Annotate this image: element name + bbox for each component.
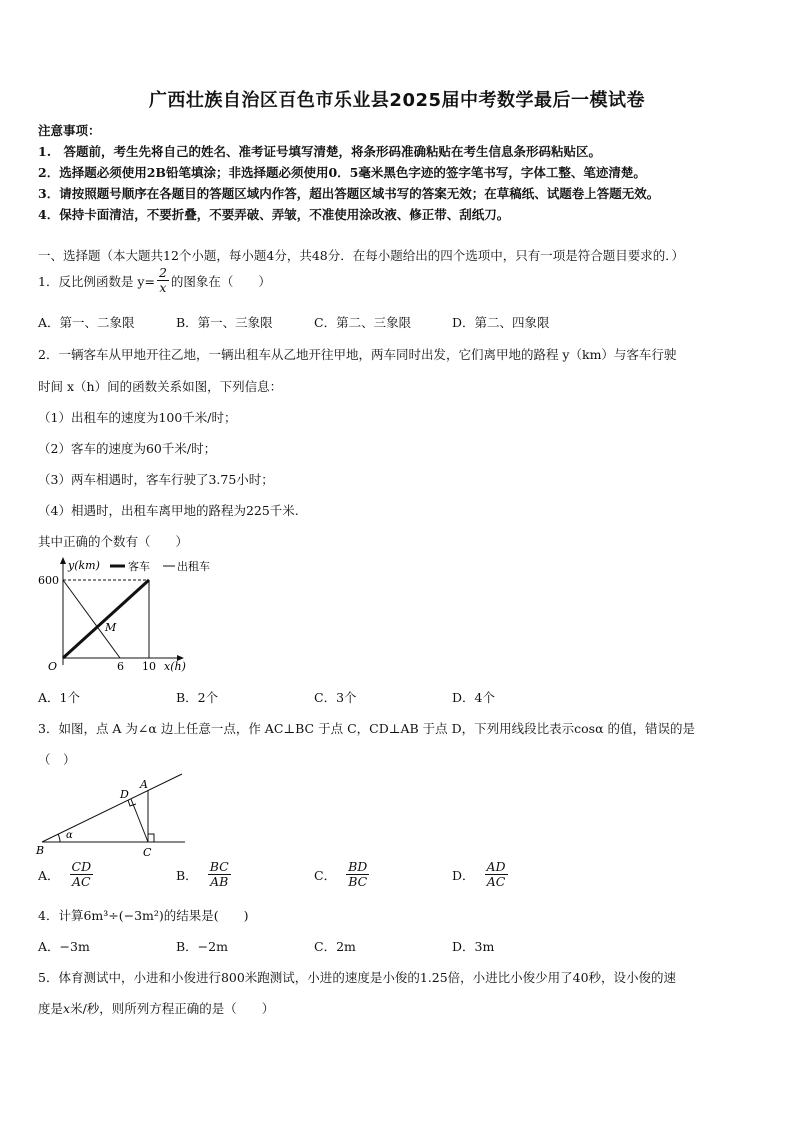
q2-line-1: 2．一辆客车从甲地开往乙地，一辆出租车从乙地开往甲地，两车同时出发，它们离甲地的路程 y（km）与客车行驶: [38, 347, 677, 362]
q3-option-d-letter: D．: [452, 867, 475, 883]
q3-option-a-den: AC: [72, 874, 91, 889]
q2-statement-3: （3）两车相遇时，客车行驶了3.75小时；: [38, 472, 274, 487]
q2-legend-bus: 客车: [128, 560, 150, 573]
q3-option-c-letter: C．: [314, 867, 337, 883]
q2-meet-point-label: M: [105, 621, 117, 634]
q2-x-tick-10: 10: [142, 660, 156, 673]
q2-question: 其中正确的个数有（ ）: [38, 534, 189, 549]
q2-statement-4: （4）相遇时，出租车离甲地的路程为225千米.: [38, 503, 299, 518]
q3-point-c: C: [143, 846, 152, 859]
q2-x-label: x(h): [164, 660, 186, 673]
q2-origin-label: O: [48, 660, 58, 673]
notice-heading: 注意事项：: [38, 123, 101, 138]
q3-option-c-fraction: [346, 860, 369, 889]
q3-option-a-num: CD: [71, 859, 92, 874]
q5-line-2-start: 度是: [38, 1001, 64, 1016]
q2-line-2: 时间 x（h）间的函数关系如图，下列信息：: [38, 379, 283, 394]
q3-option-a[interactable]: [38, 860, 95, 889]
q3-point-a: A: [140, 778, 148, 791]
q2-statement-1: （1）出租车的速度为100千米/时；: [38, 410, 237, 425]
q1-fraction: [157, 266, 169, 295]
q1-option-a[interactable]: A．第一、二象限: [38, 315, 135, 330]
q3-option-d[interactable]: [452, 860, 510, 889]
q3-line-ba: [42, 774, 182, 842]
q2-y-axis-arrow: [60, 557, 66, 564]
q4-option-b[interactable]: B．−2m: [176, 939, 228, 954]
question-1: [38, 266, 271, 295]
q1-suffix: 的图象在（ ）: [170, 273, 271, 289]
q3-option-c[interactable]: [314, 860, 371, 889]
q2-y-label: y(km): [68, 559, 100, 572]
q2-y-tick-600: 600: [38, 574, 59, 587]
q1-option-d[interactable]: D．第二、四象限: [452, 315, 550, 330]
q2-option-a[interactable]: A．1个: [38, 690, 80, 705]
q3-line-1: 3．如图，点 A 为∠α 边上任意一点，作 AC⊥BC 于点 C，CD⊥AB 于点 D，下列用线段比表示cosα 的值，错误的是: [38, 721, 696, 736]
notice-item-2: 2．选择题必须使用2B铅笔填涂；非选择题必须使用0．5毫米黑色字迹的签字笔书写，字体工整、笔迹清楚。: [38, 165, 646, 180]
q1-frac-den: x: [159, 280, 167, 295]
q1-prefix: 1．反比例函数是 y=: [38, 273, 155, 289]
q3-option-b-num: BC: [209, 859, 229, 874]
q3-line-cd: [131, 799, 148, 842]
q3-option-a-fraction: [70, 860, 94, 889]
q2-taxi-line: [63, 580, 120, 658]
q3-point-b: B: [36, 844, 45, 857]
q3-option-b-letter: B．: [176, 867, 198, 883]
q3-line-2: （ ）: [38, 752, 76, 767]
q5-line-1: 5．体育测试中，小进和小俊进行800米跑测试，小进的速度是小俊的1.25倍，小进比小俊少用了40秒，设小俊的速: [38, 970, 677, 985]
q5-line-2-end: 米/秒，则所列方程正确的是（ ）: [70, 1001, 275, 1016]
q2-option-b[interactable]: B．2个: [176, 690, 219, 705]
notice-item-3: 3．请按照题号顺序在各题目的答题区域内作答，超出答题区域书写的答案无效；在草稿纸、试题卷上答题无效。: [38, 186, 660, 201]
q3-point-d: D: [120, 788, 129, 801]
q1-option-c[interactable]: C．第二、三象限: [314, 315, 412, 330]
q5-line-2: [38, 999, 274, 1017]
q1-option-b[interactable]: B．第一、三象限: [176, 315, 273, 330]
q4-option-a[interactable]: A．−3m: [38, 939, 90, 954]
section-heading: 一、选择题（本大题共12个小题，每小题4分，共48分．在每小题给出的四个选项中，只有一项是符合题目要求的．）: [38, 248, 685, 263]
q4-option-d[interactable]: D．3m: [452, 939, 495, 954]
q3-alpha-label: α: [66, 830, 73, 841]
q3-option-c-num: BD: [348, 859, 368, 874]
q3-angle-arc: [58, 834, 60, 842]
q2-option-c[interactable]: C．3个: [314, 690, 357, 705]
q2-x-tick-6: 6: [117, 660, 124, 673]
q4-question: 4．计算6m³÷(−3m²)的结果是( ): [38, 908, 249, 923]
q5-variable: x: [63, 1001, 71, 1016]
q3-option-b-den: AB: [210, 874, 229, 889]
q2-option-d[interactable]: D．4个: [452, 690, 495, 705]
q2-distance-time-graph: [30, 553, 230, 678]
notice-item-1: 1. 答题前，考生先将自己的姓名、准考证号填写清楚，将条形码准确粘贴在考生信息条形码粘贴区。: [38, 144, 602, 159]
q3-option-c-den: BC: [348, 874, 368, 889]
q3-right-angle-c: [148, 834, 154, 842]
exam-title: 广西壮族自治区百色市乐业县2025届中考数学最后一模试卷: [148, 90, 646, 111]
q2-legend-taxi: 出租车: [177, 560, 210, 573]
q3-option-d-num: AD: [486, 859, 506, 874]
q3-option-a-letter: A．: [38, 867, 60, 883]
q1-frac-num: 2: [158, 265, 167, 280]
q2-bus-line: [63, 580, 149, 658]
q3-option-b[interactable]: [176, 860, 233, 889]
q4-option-c[interactable]: C．2m: [314, 939, 356, 954]
notice-item-4: 4．保持卡面清洁，不要折叠，不要弄破、弄皱，不准使用涂改液、修正带、刮纸刀。: [38, 207, 510, 222]
q3-option-b-fraction: [208, 860, 231, 889]
q3-angle-figure: [30, 768, 200, 860]
q3-option-d-den: AC: [486, 874, 506, 889]
q2-statement-2: （2）客车的速度为60千米/时；: [38, 441, 217, 456]
q3-option-d-fraction: [485, 860, 508, 889]
